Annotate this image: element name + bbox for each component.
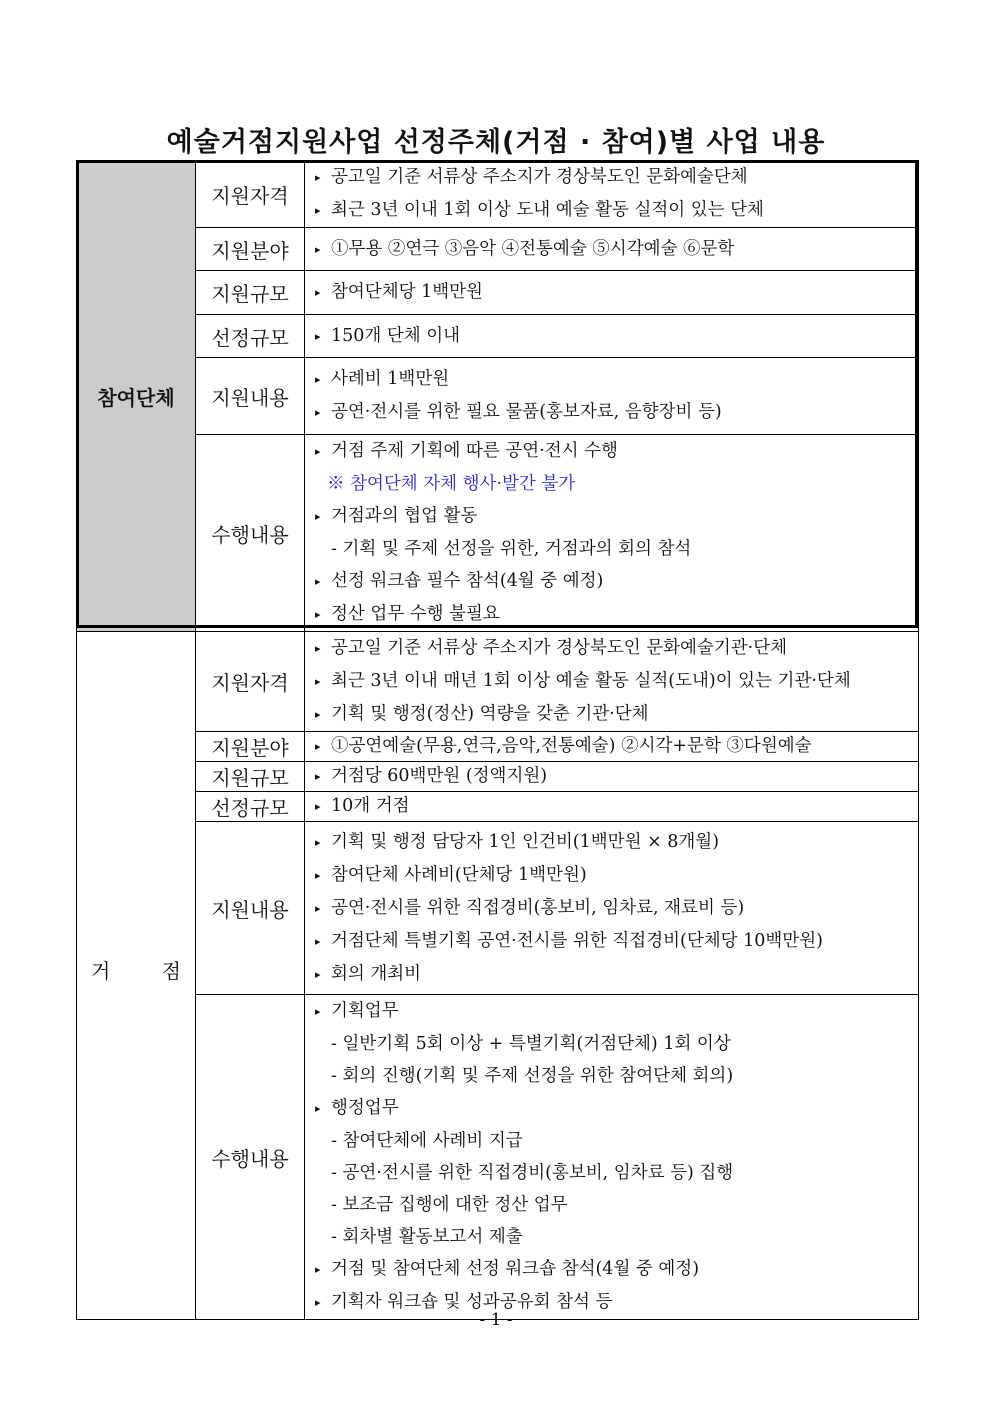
bullet-icon: ▸ [315, 204, 321, 217]
participant-row-field [77, 228, 919, 271]
row-label: 선정규모 [196, 315, 305, 358]
bullet-icon: ▸ [315, 242, 321, 256]
hub-row-field [77, 732, 919, 762]
bullet-icon: ▸ [315, 406, 321, 419]
row-content: ▸ 기획업무 - 일반기획 5회 이상 + 특별기획(거점단체) 1회 이상 - 회의 진행(기획 및 주제 선정을 위한 참여단체 회의) ▸ 행정업무 - 참여단체에 사례비 지급 - 공연·전시를 위한 직접경비(홍보비, 임차료 등) 집행 - 보조금 집행에 대한 정산 업무 - 회차별 활동보고서 제출 ▸ 거점 및 참여단체 선정 워크숍 참석(4월 중 예정) ▸ 기획자 워크숍 및 성과공유회 참석 등 [305, 995, 919, 1320]
participant-row-selection [77, 315, 919, 358]
row-label: 지원자격 [196, 632, 305, 732]
participant-row-tasks [77, 435, 919, 632]
hub-row-scale [77, 762, 919, 792]
bullet-icon: ▸ [315, 1005, 321, 1018]
bullet-icon: ▸ [315, 510, 321, 523]
bullet-icon: ▸ [315, 901, 321, 915]
row-label: 지원규모 [196, 271, 305, 315]
row-content: ▸ 공고일 기준 서류상 주소지가 경상북도인 문화예술기관·단체 ▸ 최근 3년 이내 매년 1회 이상 예술 활동 실적(도내)이 있는 기관·단체 ▸ 기획 및 행정(정산) 역량을 갖춘 기관·단체 [305, 632, 919, 732]
row-content: ▸ 공고일 기준 서류상 주소지가 경상북도인 문화예술단체 ▸ 최근 3년 이내 1회 이상 도내 예술 활동 실적이 있는 단체 [305, 161, 919, 228]
bullet-icon: ▸ [315, 642, 321, 655]
bullet-icon: ▸ [315, 608, 321, 621]
program-table [76, 160, 919, 1320]
bullet-icon: ▸ [315, 1296, 321, 1309]
hub-row-tasks [77, 995, 919, 1320]
bullet-icon: ▸ [315, 575, 321, 588]
row-label: 수행내용 [196, 435, 305, 632]
participant-group-label: 참여단체 [77, 161, 196, 632]
row-label: 지원분야 [196, 228, 305, 271]
bullet-icon: ▸ [315, 708, 321, 721]
hub-row-eligibility [77, 632, 919, 732]
row-label: 지원자격 [196, 161, 305, 228]
row-label: 지원내용 [196, 358, 305, 435]
notice-text: ※ 참여단체 자체 행사·발간 불가 [327, 474, 576, 494]
row-label: 수행내용 [196, 995, 305, 1320]
row-content: ▸ 참여단체당 1백만원 [305, 271, 919, 315]
row-content: ▸ 10개 거점 [305, 792, 919, 822]
row-content: ▸ 기획 및 행정 담당자 1인 인건비(1백만원 × 8개월) ▸ 참여단체 사례비(단체당 1백만원) ▸ 공연·전시를 위한 직접경비(홍보비, 임차료, 재료비 등) ▸ 거점단체 특별기획 공연·전시를 위한 직접경비(단체당 10백만원) ▸ 회의 개최비 [305, 822, 919, 995]
row-label: 지원규모 [196, 762, 305, 792]
row-content: ▸ 거점당 60백만원 (정액지원) [305, 762, 919, 792]
bullet-icon: ▸ [315, 740, 321, 753]
hub-row-support [77, 822, 919, 995]
row-label: 지원분야 [196, 732, 305, 762]
row-content: ▸ 150개 단체 이내 [305, 315, 919, 358]
bullet-icon: ▸ [315, 286, 321, 299]
row-content: ▸ ①공연예술(무용,연극,음악,전통예술) ②시각+문학 ③다원예술 [305, 732, 919, 762]
bullet-icon: ▸ [315, 835, 321, 849]
bullet-icon: ▸ [315, 800, 321, 813]
row-label: 선정규모 [196, 792, 305, 822]
row-content: ▸ 거점 주제 기획에 따른 공연·전시 수행 ※ 참여단체 자체 행사·발간 불가 ▸ 거점과의 협업 활동 - 기획 및 주제 선정을 위한, 거점과의 회의 참석 ▸ 선정 워크숍 필수 참석(4월 중 예정) ▸ 정산 업무 수행 불필요 [305, 435, 919, 632]
bullet-icon: ▸ [315, 373, 321, 386]
row-content: ▸ ①무용 ②연극 ③음악 ④전통예술 ⑤시각예술 ⑥문학 [305, 228, 919, 271]
bullet-icon: ▸ [315, 1263, 321, 1276]
row-label: 지원내용 [196, 822, 305, 995]
bullet-icon: ▸ [315, 868, 321, 882]
participant-row-support [77, 358, 919, 435]
row-content: ▸ 사례비 1백만원 ▸ 공연·전시를 위한 필요 물품(홍보자료, 음향장비 등) [305, 358, 919, 435]
page-number: - 1 - [479, 1310, 513, 1330]
participant-row-scale [77, 271, 919, 315]
bullet-icon: ▸ [315, 770, 321, 783]
hub-row-selection [77, 792, 919, 822]
participant-row-eligibility [77, 161, 919, 228]
bullet-icon: ▸ [315, 675, 321, 688]
bullet-icon: ▸ [315, 967, 321, 981]
bullet-icon: ▸ [315, 171, 321, 184]
bullet-icon: ▸ [315, 445, 321, 458]
hub-group-label: 거 점 [77, 632, 196, 1320]
bullet-icon: ▸ [315, 1102, 321, 1115]
bullet-icon: ▸ [315, 329, 321, 343]
document-title: 예술거점지원사업 선정주체(거점 · 참여)별 사업 내용 [166, 127, 826, 158]
bullet-icon: ▸ [315, 934, 321, 948]
